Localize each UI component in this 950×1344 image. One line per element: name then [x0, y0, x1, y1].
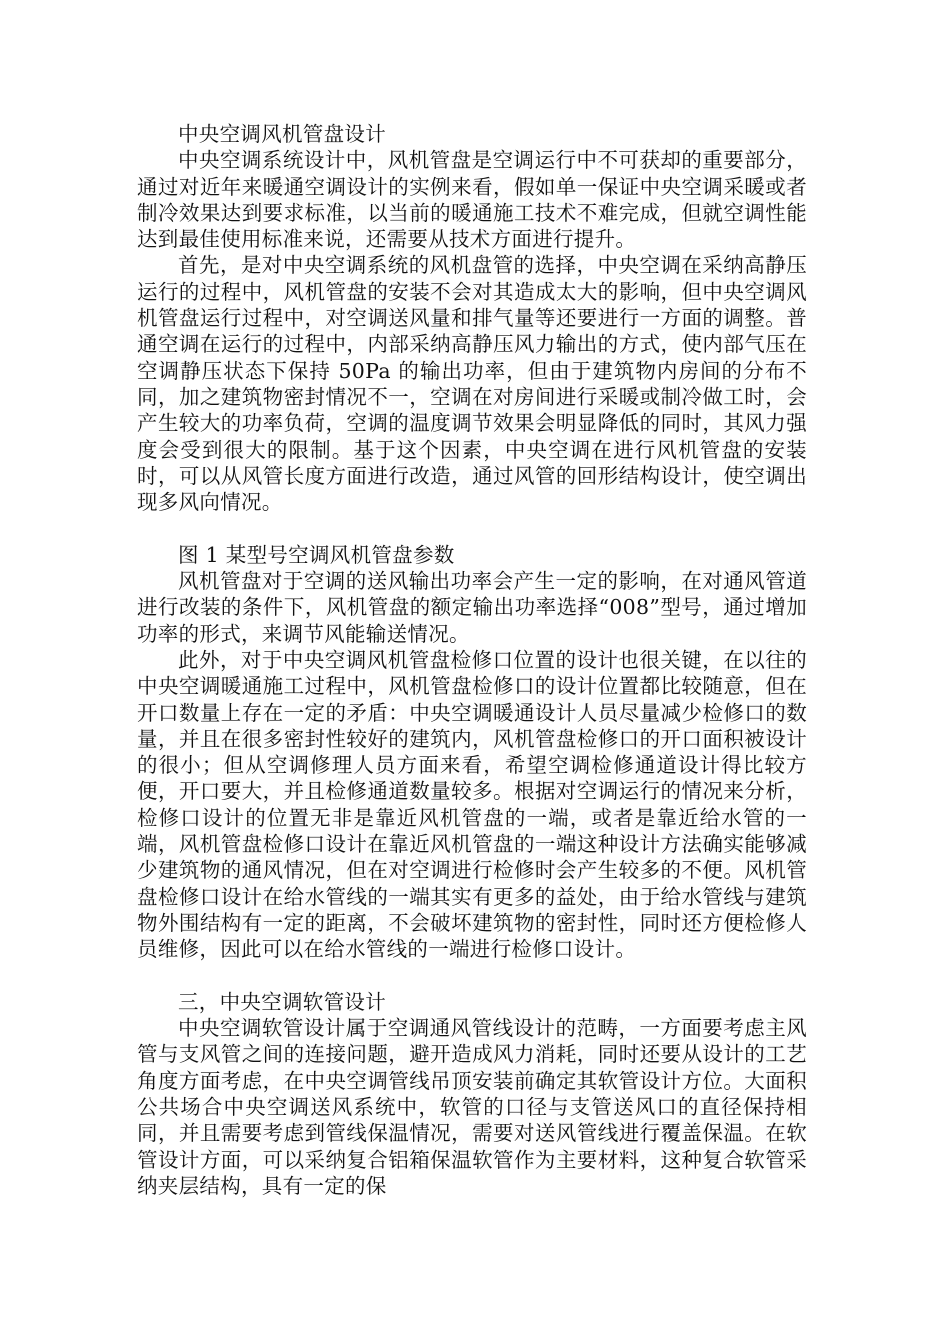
- paragraph-inspection-port: 此外，对于中央空调风机管盘检修口位置的设计也很关键，在以往的中央空调暖通施工过程中，风机管盘检修口的设计位置都比较随意，但在开口数量上存在一定的矛盾：中央空调暖通设计人员尽量减少检修口的数量，并且在很多密封性较好的建筑内，风机管盘检修口的开口面积被设计的很小；但从空调修理人员方面来看，希望空调检修通道设计得比较方便，开口要大，并且检修通道数量较多。根据对空调运行的情况来分析，检修口设计的位置无非是靠近风机管盘的一端，或者是靠近给水管的一端，风机管盘检修口设计在靠近风机管盘的一端这种设计方法确实能够减少建筑物的通风情况，但在对空调进行检修时会产生较多的不便。风机管盘检修口设计在给水管线的一端其实有更多的益处，由于给水管线与建筑物外围结构有一定的距离，不会破坏建筑物的密封性，同时还方便检修人员维修，因此可以在给水管线的一端进行检修口设计。: [137, 647, 807, 962]
- paragraph-intro: 中央空调系统设计中，风机管盘是空调运行中不可获却的重要部分，通过对近年来暖通空调设计的实例来看，假如单一保证中央空调采暖或者制冷效果达到要求标准，以当前的暖通施工技术不难完成，但就空调性能达到最佳使用标准来说，还需要从技术方面进行提升。: [137, 148, 807, 252]
- section-title: 中央空调风机管盘设计: [178, 122, 386, 146]
- paragraph-gap: [137, 515, 807, 541]
- paragraph-output-power: 风机管盘对于空调的送风输出功率会产生一定的影响，在对通风管道进行改装的条件下，风机管盘的额定输出功率选择“008”型号，通过增加功率的形式，来调节风能输送情况。: [137, 569, 807, 646]
- figure-caption: 图 1 某型号空调风机管盘参数: [178, 542, 455, 567]
- paragraph-fan-coil-selection: 首先，是对中央空调系统的风机盘管的选择，中央空调在采纳高静压运行的过程中，风机管盘的安装不会对其造成太大的影响，但中央空调风机管盘运行过程中，对空调送风量和排气量等还要进行一方面的调整。普通空调在运行的过程中，内部采纳高静压风力输出的方式，使内部气压在空调静压状态下保持 50Pa 的输出功率，但由于建筑物内房间的分布不同，加之建筑物密封情况不一，空调在对房间进行采暖或制冷做工时，会产生较大的功率负荷，空调的温度调节效果会明显降低的同时，其风力强度会受到很大的限制。基于这个因素，中央空调在进行风机管盘的安装时，可以从风管长度方面进行改造，通过风管的回形结构设计，使空调出现多风向情况。: [137, 253, 807, 515]
- section3-title: 三，中央空调软管设计: [178, 989, 386, 1014]
- paragraph-hose-design: 中央空调软管设计属于空调通风管线设计的范畴，一方面要考虑主风管与支风管之间的连接问题，避开造成风力消耗，同时还要从设计的工艺角度方面考虑，在中央空调管线吊顶安装前确定其软管设计方位。大面积公共场合中央空调送风系统中，软管的口径与支管送风口的直径保持相同，并且需要考虑到管线保温情况，需要对送风管线进行覆盖保温。在软管设计方面，可以采纳复合铝箱保温软管作为主要材料，这种复合软管采纳夹层结构，具有一定的保: [137, 1016, 807, 1198]
- document-body: [137, 121, 807, 1199]
- paragraph-gap: [137, 963, 807, 989]
